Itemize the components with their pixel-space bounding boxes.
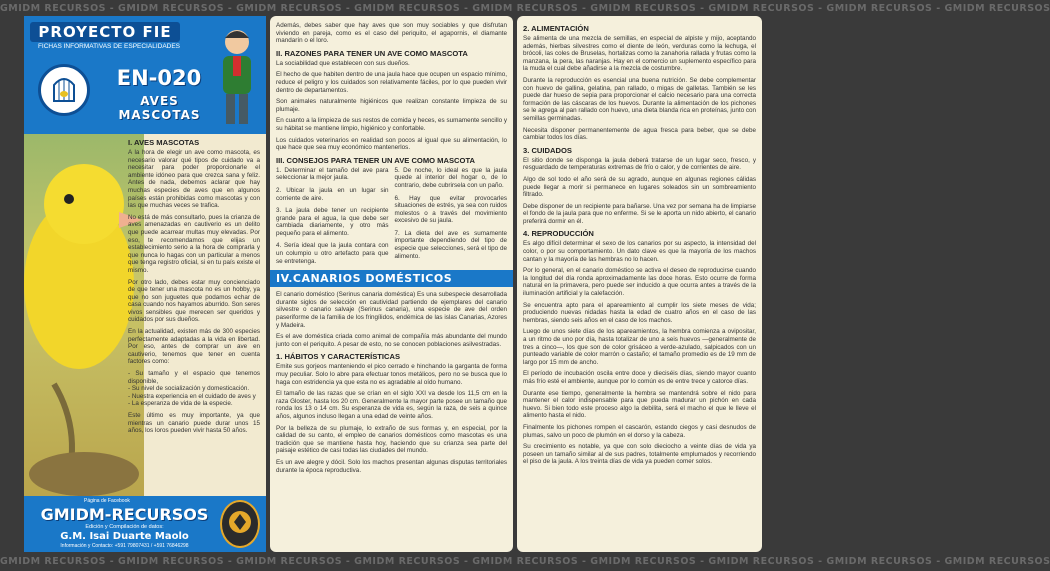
cover-footer [24,496,266,552]
paragraph: Se alimenta de una mezcla de semillas, en especial de alpiste y mijo, aceptando además, hierbas silvestres como el diente de león, verduras como la lechuga, el brócoli, las coles de Bruselas, hortalizas como la zanahoria rallada y frutas como la manzana, la pera, las naranjas. Hay en el comercio un suplemento específico para la muda el cual debe añadirse a la mezcla de costumbre. [523,35,756,73]
project-title: PROYECTO FIE [30,22,180,42]
paragraph: Emite sus gorjeos manteniendo el pico cerrado e hinchando la garganta de forma muy peculiar. Solo lo abre para efectuar tonos metálicos, pero no se busca que lo haga con estridencia ya que esta no es agradable al oído humano. [276,363,507,386]
paragraph: El tamaño de las razas que se crían en el siglo XXI va desde los 11,5 cm en la raza Gloster, hasta los 20 cm. Generalmente la mayor parte posee un tamaño que ronda los 13 o 14 cm. Su esperanza de vida es, según la raza, de seis a quince años, algunos incluso llegan a una edad de veinte años. [276,390,507,420]
tip-item: 3. La jaula debe tener un recipiente grande para el agua, la que debe ser cambiada diariamente, y otro más pequeño para el alimento. [276,207,389,237]
heading: III. CONSEJOS PARA TENER UN AVE COMO MASCOTA [276,155,475,165]
tip-item: 1. Determinar el tamaño del ave para seleccionar la mejor jaula. [276,166,389,182]
paragraph: El período de incubación oscila entre doce y dieciséis días, siendo mayor cuanto más frío esté el ambiente, aunque por lo común es de entre trece y catorce días. [523,370,756,385]
birdcage-emblem-icon [38,64,90,116]
brand-logo-icon [220,500,260,548]
tip-item: 5. De noche, lo ideal es que la jaula quede al interior del hogar o, de lo contrario, debe cubrirsela con un paño. [394,166,507,189]
right-column [523,20,756,466]
tip-item: 7. La dieta del ave es sumamente importante dependiendo del tipo de especie que selecciones, será el tipo de alimento. [394,229,507,260]
specialty-code: EN-020 [116,66,202,90]
list-item: - Su tamaño y el espacio que tenemos disponible, [128,370,260,385]
paragraph: Además, debes saber que hay aves que son muy sociables y que disfrutan viviendo en pareja, como es el caso del periquito, el agapornis, el diamante mandarín o el loro. [276,22,507,45]
heading: I. AVES MASCOTAS [128,138,200,147]
heading: 2. ALIMENTACIÓN [523,24,589,33]
author-name: G.M. Isai Duarte Maolo [60,531,189,542]
facebook-label: Página de Facebook [84,498,130,504]
heading: 3. CUIDADOS [523,145,572,155]
watermark-banner-bottom: GMIDM RECURSOS - GMIDM RECURSOS - GMIDM RECURSOS - GMIDM RECURSOS - GMIDM RECURSOS - GMIDM RECURSOS - GMIDM RECURSOS - GMIDM RECURSOS - GMIDM RECURSOS [0,556,1050,567]
list-item: - Nuestra experiencia en el cuidado de aves y [128,392,256,400]
paragraph: Su crecimiento es notable, ya que con solo dieciocho a veinte días de vida ya poseen un tamaño similar al de sus padres, totalmente emplumados y recorriendo el piso de la jaula. A los treinta días de vida ya pueden comer solos. [523,443,756,466]
middle-column [276,22,507,474]
brand-name: GMIDM-RECURSOS [40,505,209,524]
project-subtitle: FICHAS INFORMATIVAS DE ESPECIALIDADES [37,43,181,50]
panel-cover [24,16,266,552]
list-item: - La esperanza de vida de la especie. [128,400,233,408]
paragraph: A la hora de elegir un ave como mascota, es necesario valorar qué tipos de cuidado va a necesitar para poder proporcionarle el ambiente idóneo para que crezca sana y feliz. Antes de nada, debemos aclarar que hay muchas especies de aves que en algunos países están prohibidas como mascotas y con las que muchas veces se trafica. [128,149,260,210]
scout-mascot-icon [214,22,260,130]
contact-info: Información y Contacto: +591 79807431 / +591 76846298 [60,543,189,549]
paragraph: Necesita disponer permanentemente de agua fresca para beber, que se debe cambiar todos los días. [523,126,756,142]
paragraph: Son animales naturalmente higiénicos que realizan constante limpieza de su plumaje. [276,98,507,113]
heading: 4. REPRODUCCIÓN [523,229,594,239]
paragraph: Por la belleza de su plumaje, lo extraño de sus formas y, en especial, por la calidad de su canto, el empleo de canarios domésticos como mascotas es una tradición que se mantiene hasta hoy, haciendo que su crianza sea parte del paisaje estético de casi todas las ciudades del mundo. [276,424,507,455]
panel-right [517,16,762,552]
cover-header [24,16,266,134]
paragraph: No está de más consultarlo, pues la crianza de aves amenazadas en cautiverio es un delito que puede acarrear multas muy elevadas. Por eso, te recomendamos que elijas un establecimiento serio a la hora de comprarla y que nunca lo hagas con un particular a menos que tenga registro oficial, si en tu país existe el mismo. [128,213,260,274]
list-item: - Su nivel de socialización y domesticación. [128,385,250,393]
canary-photo [24,134,144,514]
paragraph: El canario doméstico (Serinus canaria doméstica) Es una subespecie desarrollada durante siglos de selección en cautividad partiendo de ejemplares del canario silvestre o canario salvaje (Serinus canaria), una especie de ave del orden paseriforme de la familia de los fringílidos, endémica de las islas Canarias, Azores y Madeira. [276,291,507,329]
section-banner: IV.CANARIOS DOMÉSTICOS [270,270,513,287]
tip-item: 4. Sería ideal que la jaula contara con un columpio u otro artefacto para que se entretenga. [276,242,389,265]
paragraph: El hecho de que habiten dentro de una jaula hace que ocupen un espacio mínimo, reduce el peligro y los cuidados son relativamente fáciles, por lo que pueden vivir dentro de departamentos. [276,71,507,94]
paragraph: Este último es muy importante, ya que mientras un canario puede durar unos 15 años, los loros pueden vivir hasta 50 años. [128,412,260,435]
paragraph: Luego de unos siete días de los apareamientos, la hembra comienza a ovipositar, a un ritmo de uno por día, hasta totalizar de uno a seis huevos —generalmente de tres a cinco—, los que son de color grisáceo a verde-azulado, salpicados con un punteado variable de color marrón o castaño; el tamaño promedio es de 19 mm de largo por 15 mm de ancho. [523,328,756,366]
paragraph: Finalmente los pichones rompen el cascarón, estando ciegos y casi desnudos de plumas, salvo un poco de plumón en el dorso y la cabeza. [523,423,756,439]
tip-item: 6. Hay que evitar provocarles situaciones de estrés, ya sea con ruidos molestos o a través del movimiento excesivo de su jaula. [394,194,507,225]
paragraph: Por lo general, en el canario doméstico se activa el deseo de reproducirse cuando la longitud del día ronda aproximadamente las doce horas. Esto ocurre de forma natural en la primavera, pero puede ser inducido a que ocurra antes a través de la iluminación artificial y la calefacción. [523,267,756,298]
paragraph: Se encuentra apto para el apareamiento al cumplir los siete meses de vida; produciendo nuevas nidadas hasta la edad de cuatro años en el caso de las hembras, siendo seis años en el caso de los machos. [523,301,756,324]
watermark-banner-top: GMIDM RECURSOS - GMIDM RECURSOS - GMIDM RECURSOS - GMIDM RECURSOS - GMIDM RECURSOS - GMIDM RECURSOS - GMIDM RECURSOS - GMIDM RECURSOS - GMIDM RECURSOS [0,3,1050,14]
tip-item: 2. Ubicar la jaula en un lugar sin corriente de aire. [276,186,389,202]
paragraph: En cuanto a la limpieza de sus restos de comida y heces, es sumamente sencillo y su hábitat se mantiene limpio, higiénico y confortable. [276,117,508,132]
paragraph: El sitio donde se disponga la jaula deberá tratarse de un lugar seco, fresco, y resguardado de temperaturas extremas de frío o calor, y de corrientes de aire. [523,156,756,172]
heading: II. RAZONES PARA TENER UN AVE COMO MASCOTA [276,48,468,58]
paragraph: Debe disponer de un recipiente para bañarse. Una vez por semana ha de limpiarse el fondo de la jaula para que no enferme. Si se le aporta un nido abierto, el canario preferirá dormir en él. [523,202,756,225]
paragraph: Es un ave alegre y dócil. Solo los machos presentan algunas disputas territoriales durante la época reproductiva. [276,458,507,474]
panel-middle [270,16,513,552]
paragraph: Algo de sol todo el año será de su agrado, aunque en algunas regiones cálidas puede llegar a morir si permanece en lugares soleados sin un sombreamiento filtrado. [523,175,756,199]
paragraph: Los cuidados veterinarios en realidad son pocos al igual que su alimentación, lo que hace que sea muy económico mantenerlos. [276,136,507,152]
paragraph: Durante ese tiempo, generalmente la hembra se mantendrá sobre el nido para mantener el calor indispensable para que pueda madurar un pichón en cada huevo. Si bien todo este proceso algo la debilita, será el macho el que le lleve el alimento hasta el nido. [523,389,756,420]
section-aves-mascotas [128,134,260,435]
heading: 1. HÁBITOS Y CARACTERÍSTICAS [276,352,401,362]
edition-label: Edición y Compilación de datos: [85,524,164,530]
specialty-topic: AVES MASCOTAS [118,94,201,122]
paragraph: Es algo difícil determinar el sexo de los canarios por su aspecto, la intensidad del color, o por su comportamiento. Un dato clave es que la mayoría de los machos cantan y la mayoría de las hembras no lo hacen. [523,240,756,263]
paragraph: Es el ave doméstica criada como animal de compañía más abundante del mundo junto con el periquito. A pesar de esto, no se conocen poblaciones asilvestradas. [276,333,507,348]
paragraph: La sociabilidad que establecen con sus dueños. [276,59,410,67]
paragraph: Durante la reproducción es esencial una buena nutrición. Se debe complementar con huevo de gallina, gelatina, pan rallado, o migas de galletas. También se les puede dar hueso de sepia para proporcionar el calcio necesario para una correcta formación de las cáscaras de los huevos. Durante la alimentación de los pichones se le agrega al pan rallado con huevo, una dieta blanda rica en proteínas, junto con semillas germinadas. [523,76,756,122]
tips-columns [276,167,507,271]
paragraph: Por otro lado, debes estar muy concienciado de que tener una mascota no es un hobby, ya que no son juguetes que podamos echar de casa cuando nos hayamos aburrido. Son seres vivos sensibles que merecen ser queridos y cuidados por sus dueños. [128,278,260,324]
paragraph: En la actualidad, existen más de 300 especies perfectamente adaptadas a la vida en libertad. Por eso, antes de comprar un ave en cautiverio, tenemos que tener en cuenta factores como: [128,328,260,366]
